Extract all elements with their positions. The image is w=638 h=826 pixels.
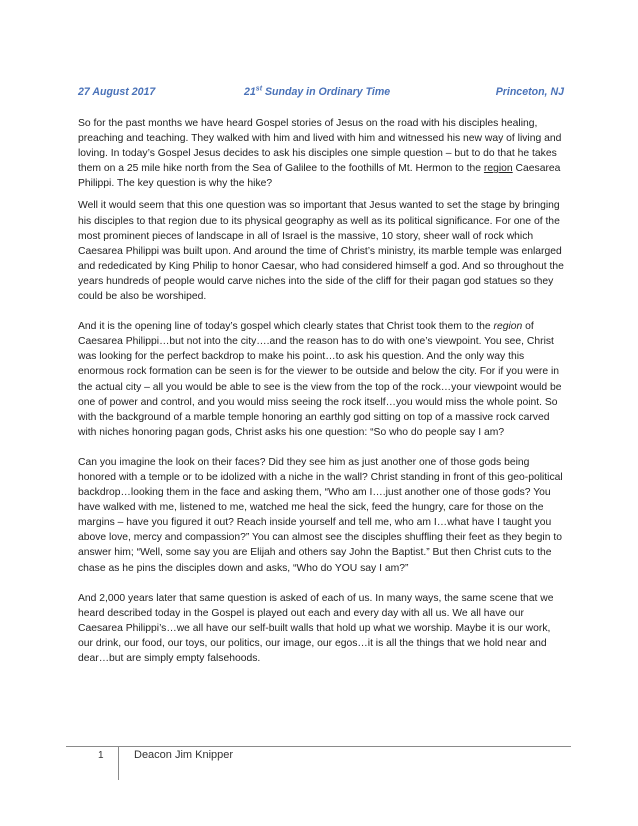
footer-author: Deacon Jim Knipper <box>134 749 234 761</box>
paragraph-1 <box>78 116 566 191</box>
footer-page-number: 1 <box>98 750 104 761</box>
region-link[interactable]: region <box>483 163 513 175</box>
paragraph-2: Well it would seem that this one question was so important that Jesus wanted to set the stage by bringing his disciples to that region due to its physical geography as well as its political significance. For one of the most prominent pieces of landscape in all of Israel is the massive, 10 story, sheer wall of rock which Caesarea Philippi was built upon. And around the time of Christ’s ministry, its marble temple was enlarged and rededicated by King Philip to honor Caesar, who had considered himself a god. And so throughout the years hundreds of people would carve niches into the side of the cliff for their pagan god statues so they could be also be worshiped. <box>78 200 564 303</box>
header-place: Princeton, NJ <box>495 86 564 98</box>
paragraph-3-emphasis: region <box>493 321 523 333</box>
paragraph-3 <box>78 319 566 440</box>
header-occasion <box>244 86 390 98</box>
paragraph-1-text-b: Caesarea Philippi. The key question is why the hike? <box>78 163 561 190</box>
paragraph-1-text-a: So for the past months we have heard Gospel stories of Jesus on the road with his disciples healing, preaching and teaching. They walked with him and lived with him and witnessed his new way of living and loving. In today’s Gospel Jesus decides to ask his disciples one simple question – but to do that he takes them on a 25 mile hike north from the Sea of Galilee to the foothills of Mt. Hermon to the <box>78 118 562 175</box>
paragraph-5: And 2,000 years later that same question is asked of each of us. In many ways, the same scene that we heard described today in the Gospel is played out each and every day with all us. We all have our Caesarea Philippi’s…we all have our self-built walls that hold up what we worship. Maybe it is our work, our drink, our food, our toys, our politics, our image, our egos…it is all the things that we hold near and dear…but are simply empty falsehoods. <box>78 592 554 664</box>
footer-vertical-divider <box>118 746 119 780</box>
paragraph-3-text-b: of Caesarea Philippi…but not into the city….and the reason has to do with one’s viewpoint. You see, Christ was looking for the perfect backdrop to make his point…to ask his question. And the only way this enormous rock formation can be seen is for the viewer to be outside and below the city. For if you were in the actual city – all you would be able to see is the view from the top of the rock…your viewpoint would be one of power and control, and you would miss seeing the rock itself…you would miss the whole point. So with the background of a marble temple honoring an earthly god sitting on top of a massive rock carved with niches honoring pagan gods, Christ asks his one question: “So who do people say I am? <box>78 321 562 438</box>
paragraph-3-text-a: And it is the opening line of today’s gospel which clearly states that Christ took them to the <box>78 321 494 333</box>
header-occasion-suffix: st <box>255 85 263 93</box>
header-occasion-number: 21 <box>244 86 256 98</box>
document-header <box>78 86 564 102</box>
header-occasion-text: Sunday in Ordinary Time <box>262 86 391 98</box>
footer-divider <box>66 746 571 747</box>
header-date: 27 August 2017 <box>78 86 156 98</box>
document-body <box>78 116 566 673</box>
paragraph-4: Can you imagine the look on their faces? Did they see him as just another one of those gods being honored with a temple or to be idolized with a niche in the wall? Christ standing in front of this geo-political backdrop…looking them in the face and asking them, “Who am I….just another one of those gods? You have walked with me, listened to me, watched me heal the sick, feed the hungry, care for those on the margins – have you figured it out? Reach inside yourself and tell me, who am I…what have I taught you above love, mercy and compassion?” You can almost see the disciples shuffling their feet as they begin to answer him; “Well, some say you are Elijah and others say John the Baptist.” But then Christ cuts to the chase as he pins the disciples down and asks, “Who do YOU say I am?” <box>78 456 563 574</box>
